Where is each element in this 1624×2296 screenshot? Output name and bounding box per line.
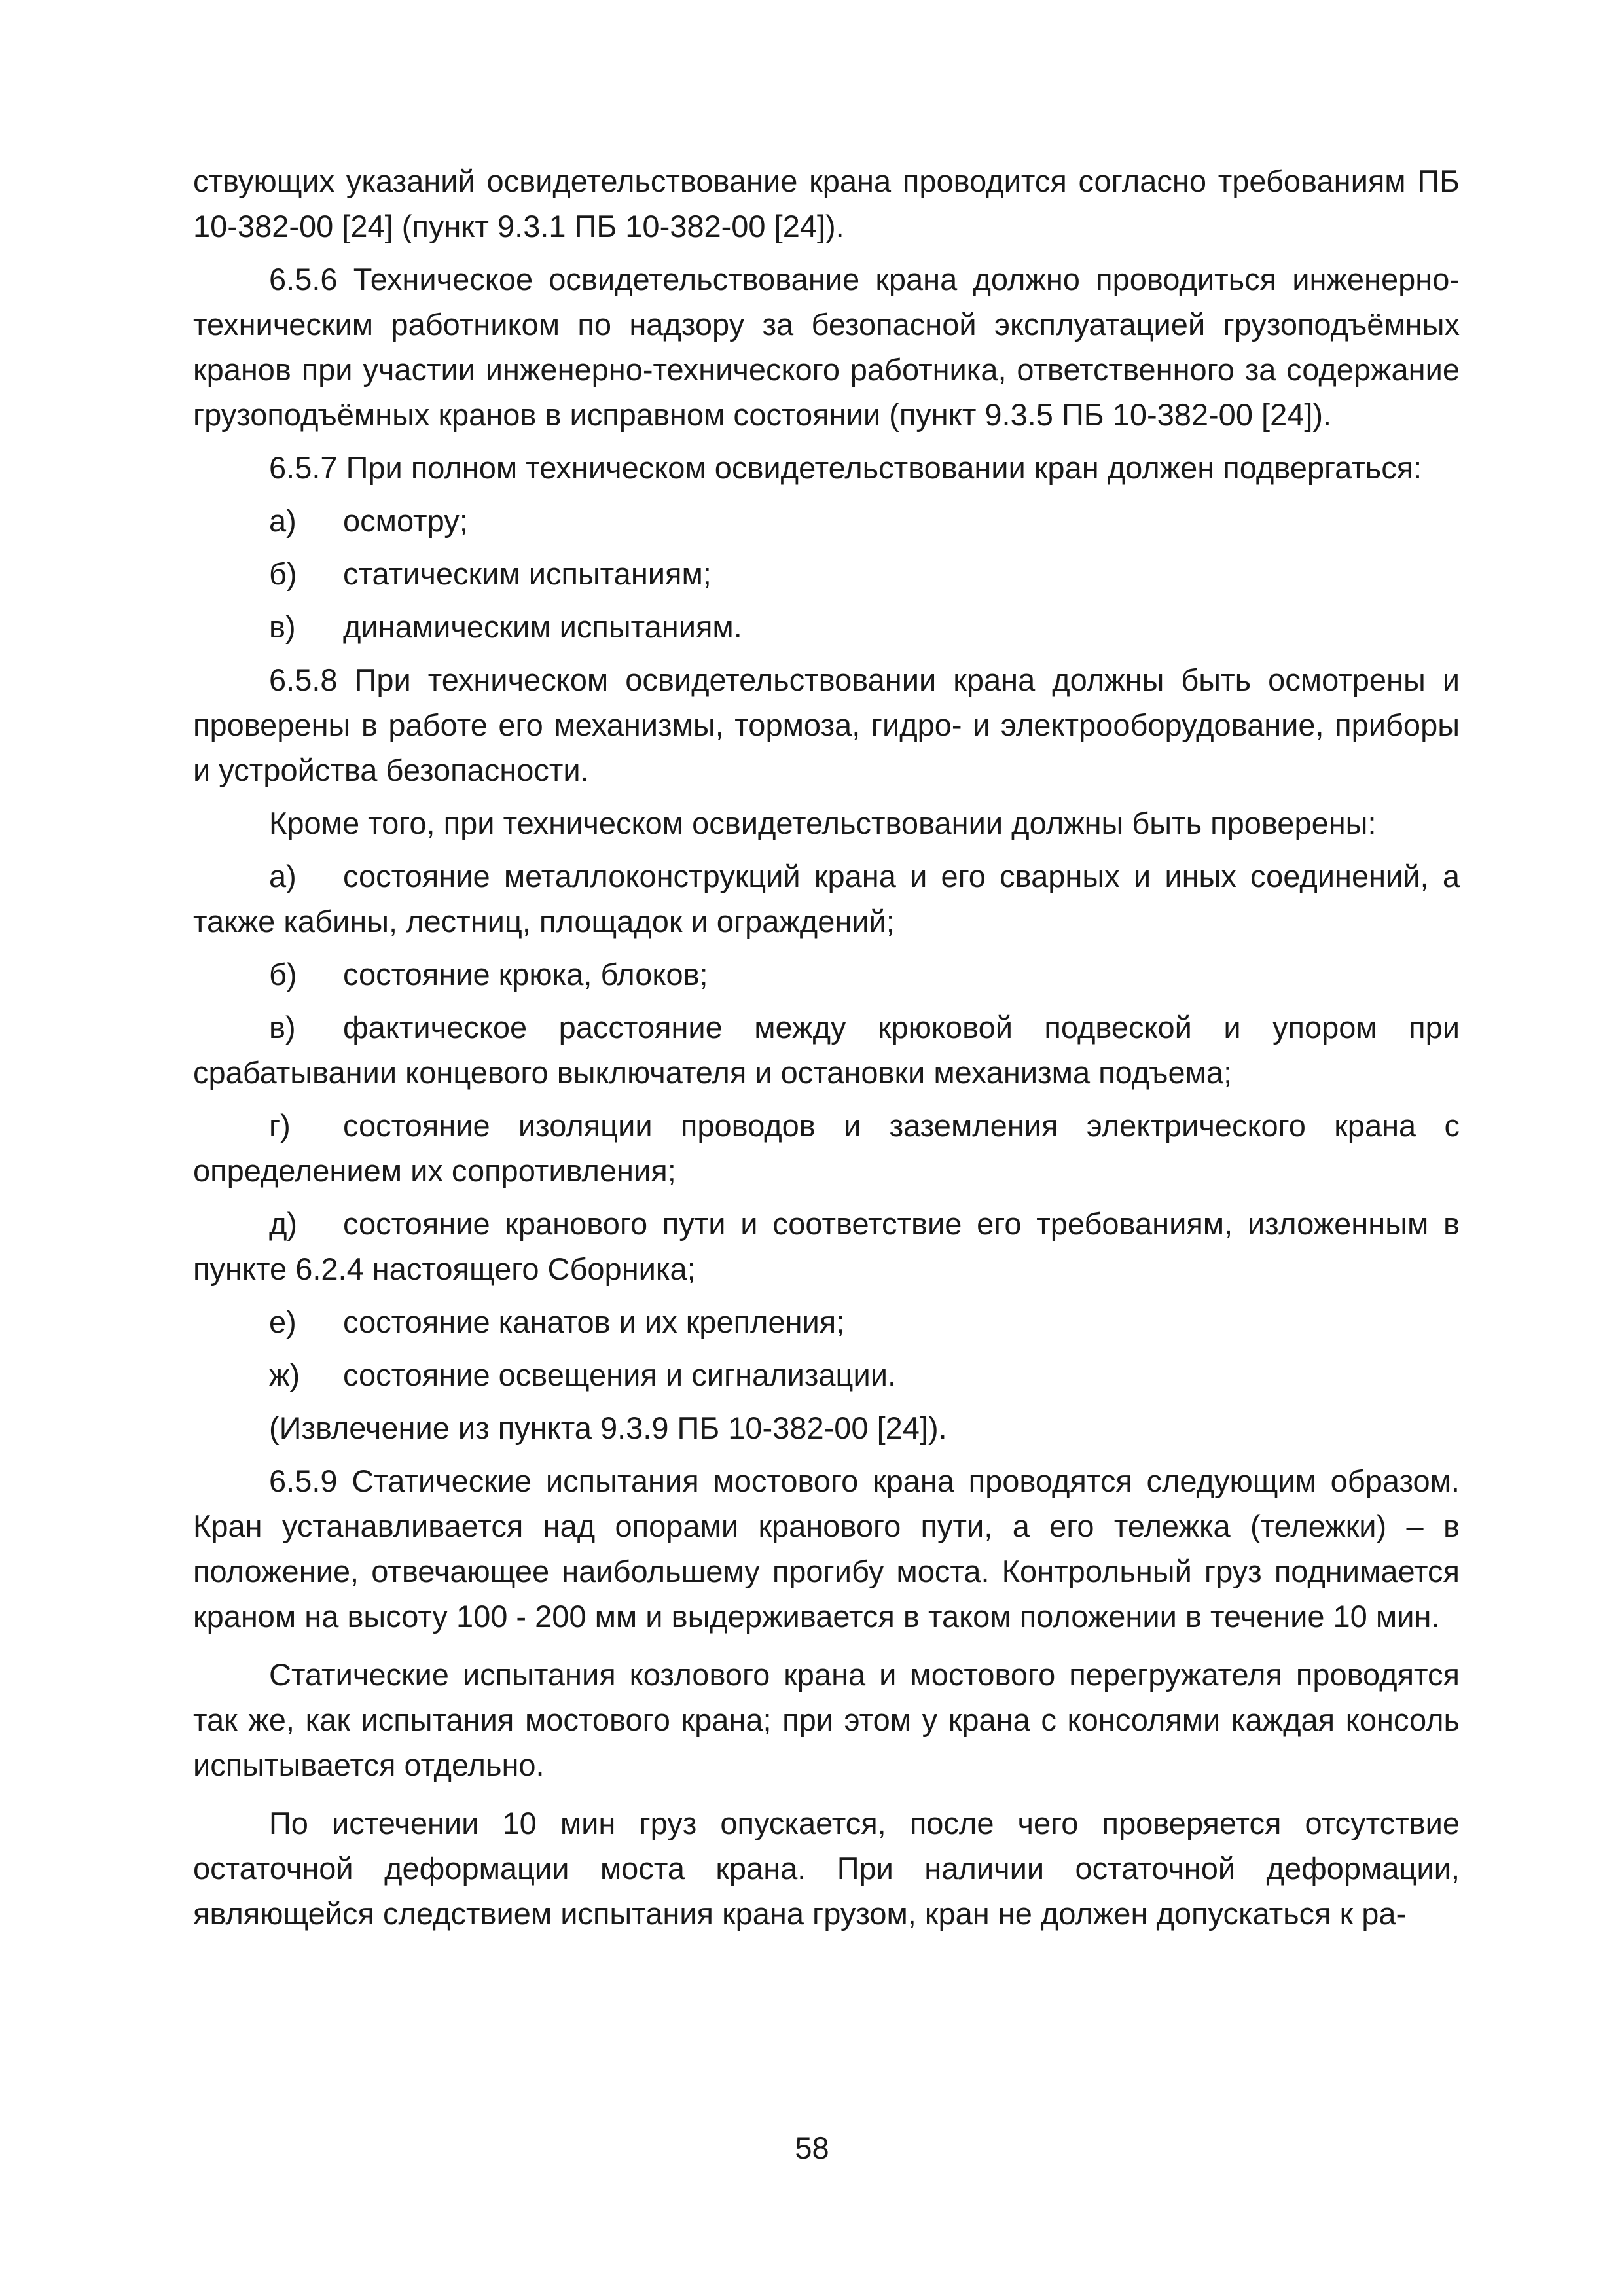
list-item — [193, 498, 1460, 543]
page-number: 58 — [795, 2130, 829, 2165]
spacer — [193, 1647, 1460, 1652]
list-item-text: динамическим испытаниям. — [343, 609, 742, 644]
list-inspection-types — [193, 498, 1460, 649]
list-item-text: статическим испытаниям; — [343, 556, 712, 591]
list-marker: в) — [269, 1010, 296, 1045]
list-marker: е) — [269, 1304, 297, 1339]
list-marker: в) — [269, 609, 296, 644]
list-marker: б) — [269, 556, 297, 591]
paragraph-gantry-crane: Статические испытания козлового крана и мостового перегружателя проводятся так же, как испытания мостового крана; при этом у крана с консолями каждая консоль испытывается отдельно. — [193, 1657, 1460, 1782]
list-item — [193, 1352, 1460, 1397]
list-item — [193, 1299, 1460, 1344]
paragraph-extract-note: (Извлечение из пункта 9.3.9 ПБ 10-382-00 [24]). — [269, 1410, 947, 1445]
list-marker: а) — [269, 503, 297, 538]
list-item-text: осмотру; — [343, 503, 468, 538]
list-item-text: состояние освещения и сигнализации. — [343, 1357, 897, 1392]
list-item — [193, 853, 1460, 944]
list-marker: а) — [269, 859, 297, 893]
list-item-text: состояние изоляции проводов и заземления электрического крана с определением их сопротивления; — [193, 1108, 1460, 1188]
paragraph-after-test: По истечении 10 мин груз опускается, после чего проверяется отсутствие остаточной деформации моста крана. При наличии остаточной деформации, являющейся следствием испытания крана грузом, кран не должен допускаться к ра- — [193, 1806, 1460, 1931]
paragraph-6-5-7: 6.5.7 При полном техническом освидетельствовании кран должен подвергаться: — [269, 450, 1422, 485]
list-item — [193, 1103, 1460, 1193]
paragraph-6-5-8: 6.5.8 При техническом освидетельствовании крана должны быть осмотрены и проверены в работе его механизмы, тормоза, гидро- и электрооборудование, приборы и устройства безопасности. — [193, 662, 1460, 787]
spacer — [193, 1795, 1460, 1801]
list-item-text: состояние кранового пути и соответствие его требованиям, изложенным в пункте 6.2.4 настоящего Сборника; — [193, 1206, 1460, 1286]
list-item-text: состояние металлоконструкций крана и его сварных и иных соединений, а также кабины, лестниц, площадок и ограждений; — [193, 859, 1460, 939]
document-page — [193, 158, 1460, 1944]
list-item — [193, 952, 1460, 997]
list-item-text: состояние крюка, блоков; — [343, 957, 708, 992]
list-marker: г) — [269, 1108, 291, 1143]
list-checks — [193, 853, 1460, 1397]
list-item-text: фактическое расстояние между крюковой подвеской и упором при срабатывании концевого выключателя и остановки механизма подъема; — [193, 1010, 1460, 1090]
paragraph-6-5-6: 6.5.6 Техническое освидетельствование крана должно проводиться инженерно-техническим работником по надзору за безопасной эксплуатацией грузоподъёмных кранов при участии инженерно-технического работника, ответственного за содержание грузоподъёмных кранов в исправном состоянии (пункт 9.3.5 ПБ 10-382-00 [24]). — [193, 262, 1460, 432]
list-item-text: состояние канатов и их крепления; — [343, 1304, 845, 1339]
list-item — [193, 604, 1460, 649]
list-marker: б) — [269, 957, 297, 992]
list-marker: д) — [269, 1206, 298, 1241]
paragraph-6-5-9: 6.5.9 Статические испытания мостового крана проводятся следующим образом. Кран устанавливается над опорами кранового пути, а его тележка (тележки) – в положение, отвечающее наибольшему прогибу моста. Контрольный груз поднимается краном на высоту 100 - 200 мм и выдерживается в таком положении в течение 10 мин. — [193, 1463, 1460, 1634]
list-item — [193, 551, 1460, 596]
list-marker: ж) — [269, 1357, 300, 1392]
paragraph-continuation: ствующих указаний освидетельствование крана проводится согласно требованиям ПБ 10-382-00 [24] (пункт 9.3.1 ПБ 10-382-00 [24]). — [193, 164, 1460, 243]
paragraph-besides: Кроме того, при техническом освидетельствовании должны быть проверены: — [269, 806, 1377, 840]
list-item — [193, 1201, 1460, 1291]
list-item — [193, 1005, 1460, 1095]
